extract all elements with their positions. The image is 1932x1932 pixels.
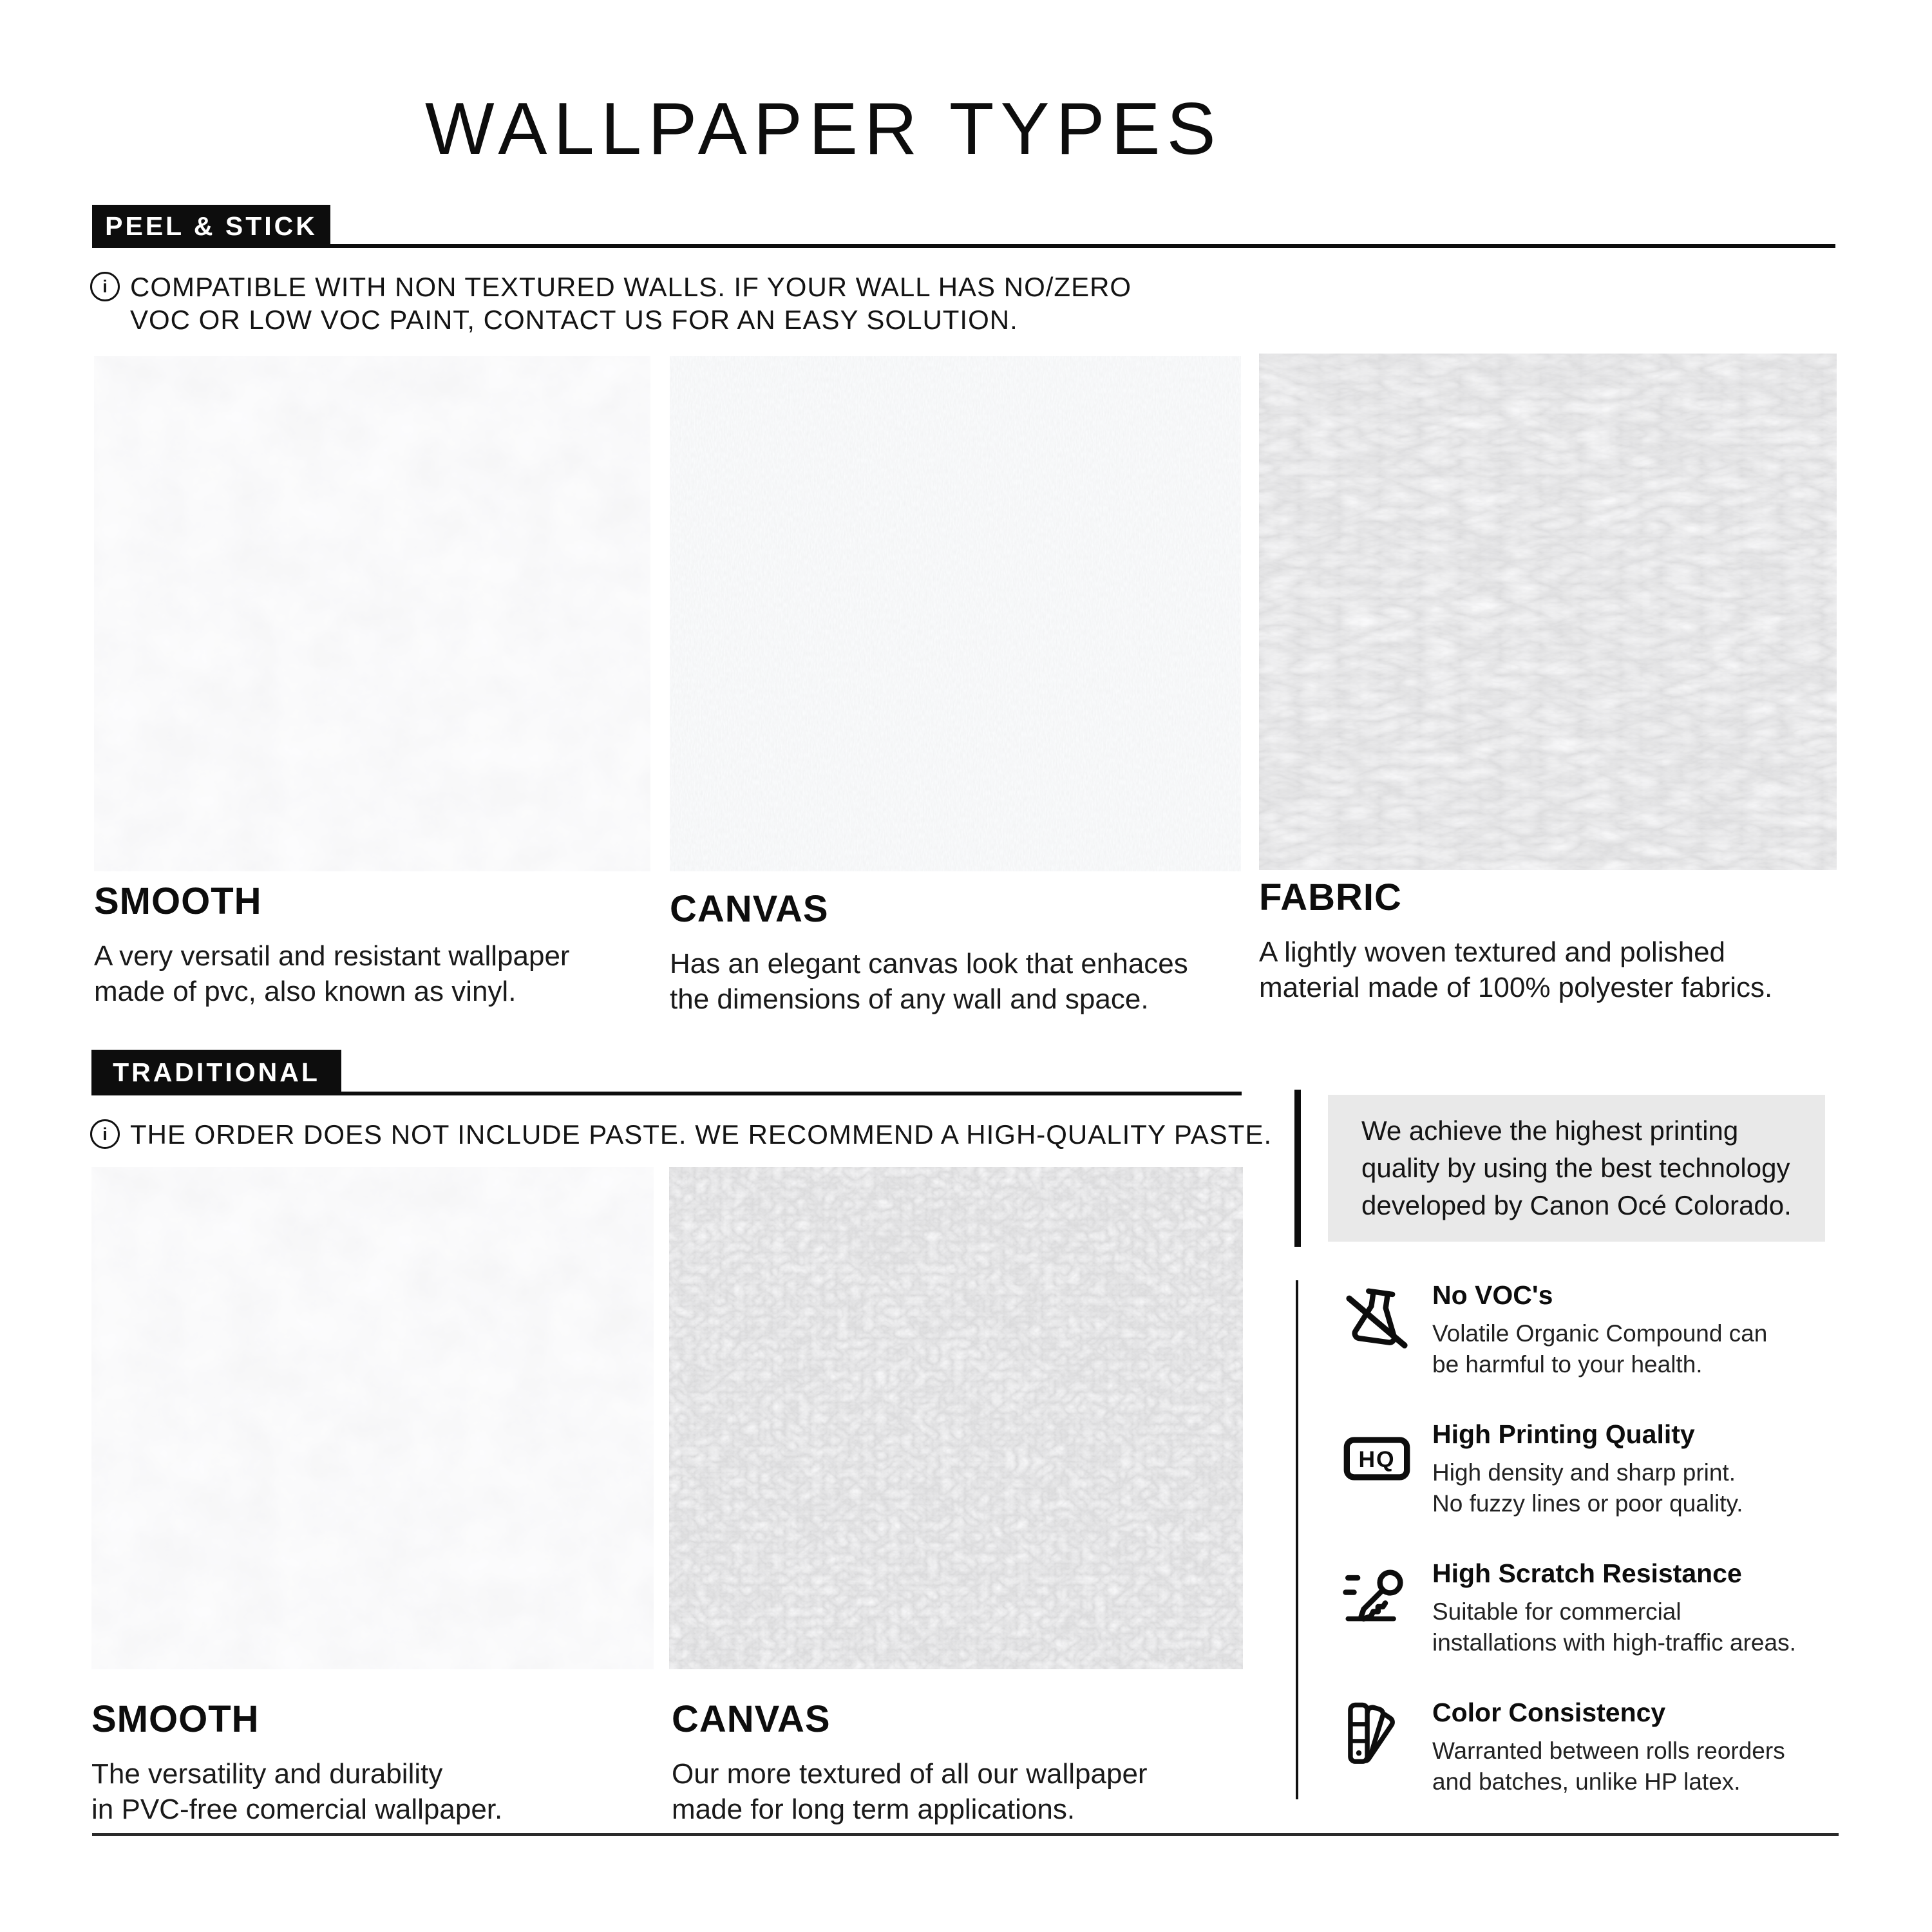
- swatch-name: SMOOTH: [94, 880, 262, 922]
- info-icon: i: [90, 1119, 120, 1149]
- quality-statement-line: quality by using the best technology: [1361, 1153, 1790, 1183]
- traditional-canvas-caption: [672, 1698, 1148, 1827]
- swatch-description: [672, 1756, 1148, 1827]
- feature-description-line: installations with high-traffic areas.: [1432, 1629, 1796, 1656]
- swatch-description-line: the dimensions of any wall and space.: [670, 983, 1149, 1015]
- feature-description: [1432, 1596, 1796, 1658]
- peel-smooth-caption: [94, 880, 570, 1009]
- feature-text: [1432, 1558, 1796, 1658]
- bottom-divider-line: [92, 1833, 1839, 1836]
- note-line: THE ORDER DOES NOT INCLUDE PASTE. WE RECOMMEND A HIGH-QUALITY PASTE.: [130, 1119, 1273, 1150]
- hq-badge-icon: [1341, 1422, 1413, 1494]
- quality-panel-accent-bar: [1294, 1090, 1301, 1247]
- quality-statement-line: We achieve the highest printing: [1361, 1115, 1739, 1146]
- traditional-note: [90, 1118, 1272, 1151]
- peel-fabric-caption: [1259, 876, 1772, 1005]
- swatch-description-line: The versatility and durability: [91, 1758, 443, 1790]
- traditional-smooth-texture-image: [91, 1167, 654, 1669]
- traditional-label-text: TRADITIONAL: [113, 1057, 320, 1087]
- feature-text: [1432, 1698, 1785, 1797]
- note-line: COMPATIBLE WITH NON TEXTURED WALLS. IF YOUR WALL HAS NO/ZERO: [130, 272, 1132, 302]
- feature-description-line: Warranted between rolls reorders: [1432, 1738, 1785, 1764]
- traditional-smooth-caption: [91, 1698, 502, 1827]
- swatch-description-line: Has an elegant canvas look that enhaces: [670, 948, 1188, 980]
- traditional-canvas-texture-image: [669, 1167, 1243, 1669]
- feature-text: [1432, 1419, 1743, 1519]
- feature-description: [1432, 1736, 1785, 1797]
- feature-description-line: High density and sharp print.: [1432, 1459, 1736, 1486]
- feature-description-line: Volatile Organic Compound can: [1432, 1320, 1768, 1347]
- color-swatch-fan-icon: [1341, 1700, 1413, 1772]
- feature-description-line: and batches, unlike HP latex.: [1432, 1768, 1741, 1795]
- swatch-name: CANVAS: [670, 888, 829, 930]
- page-title: WALLPAPER TYPES: [425, 88, 1222, 170]
- peel-canvas-caption: [670, 887, 1188, 1017]
- feature-high-scratch-resistance: [1341, 1558, 1796, 1658]
- swatch-description-line: made of pvc, also known as vinyl.: [94, 976, 516, 1007]
- swatch-description: [91, 1756, 502, 1827]
- feature-no-voc: [1341, 1280, 1767, 1380]
- peel-smooth-texture-image: [94, 356, 650, 871]
- swatch-description: [670, 946, 1188, 1017]
- feature-description-line: be harmful to your health.: [1432, 1351, 1703, 1378]
- info-icon: i: [90, 272, 120, 301]
- feature-text: [1432, 1280, 1767, 1380]
- swatch-name: SMOOTH: [91, 1698, 260, 1740]
- peel-stick-section-label: [92, 205, 330, 247]
- swatch-description-line: A very versatil and resistant wallpaper: [94, 940, 570, 972]
- feature-description: [1432, 1457, 1743, 1519]
- quality-statement-panel: [1328, 1095, 1825, 1242]
- swatch-description-line: made for long term applications.: [672, 1794, 1075, 1825]
- feature-description-line: No fuzzy lines or poor quality.: [1432, 1490, 1743, 1517]
- swatch-name: CANVAS: [672, 1698, 831, 1740]
- feature-color-consistency: [1341, 1698, 1785, 1797]
- feature-description-line: Suitable for commercial: [1432, 1598, 1681, 1625]
- quality-statement-line: developed by Canon Océ Colorado.: [1361, 1190, 1792, 1220]
- feature-title: Color Consistency: [1432, 1698, 1666, 1727]
- feature-title: High Printing Quality: [1432, 1419, 1695, 1449]
- peel-stick-section-rule: [92, 244, 1835, 248]
- swatch-description-line: A lightly woven textured and polished: [1259, 936, 1726, 968]
- swatch-description-line: Our more textured of all our wallpaper: [672, 1758, 1148, 1790]
- note-line: VOC OR LOW VOC PAINT, CONTACT US FOR AN EASY SOLUTION.: [130, 305, 1018, 335]
- feature-description: [1432, 1318, 1767, 1380]
- features-divider-line: [1296, 1280, 1298, 1799]
- feature-title: No VOC's: [1432, 1280, 1553, 1310]
- no-voc-flask-icon: [1341, 1283, 1413, 1355]
- scratch-resistance-key-icon: [1341, 1561, 1413, 1633]
- feature-high-printing-quality: [1341, 1419, 1743, 1519]
- peel-stick-note-text: [130, 270, 1132, 336]
- hq-badge-text: HQ: [1358, 1446, 1396, 1472]
- traditional-note-text: [130, 1118, 1272, 1151]
- swatch-description-line: material made of 100% polyester fabrics.: [1259, 972, 1773, 1003]
- peel-stick-note: [90, 270, 1132, 336]
- peel-canvas-texture-image: [670, 356, 1241, 871]
- peel-stick-label-text: PEEL & STICK: [105, 211, 317, 241]
- swatch-name: FABRIC: [1259, 876, 1402, 918]
- peel-fabric-texture-image: [1259, 354, 1837, 870]
- feature-title: High Scratch Resistance: [1432, 1558, 1742, 1588]
- swatch-description-line: in PVC-free comercial wallpaper.: [91, 1794, 503, 1825]
- swatch-description: [1259, 934, 1772, 1005]
- swatch-description: [94, 938, 570, 1009]
- traditional-section-label: [91, 1050, 341, 1095]
